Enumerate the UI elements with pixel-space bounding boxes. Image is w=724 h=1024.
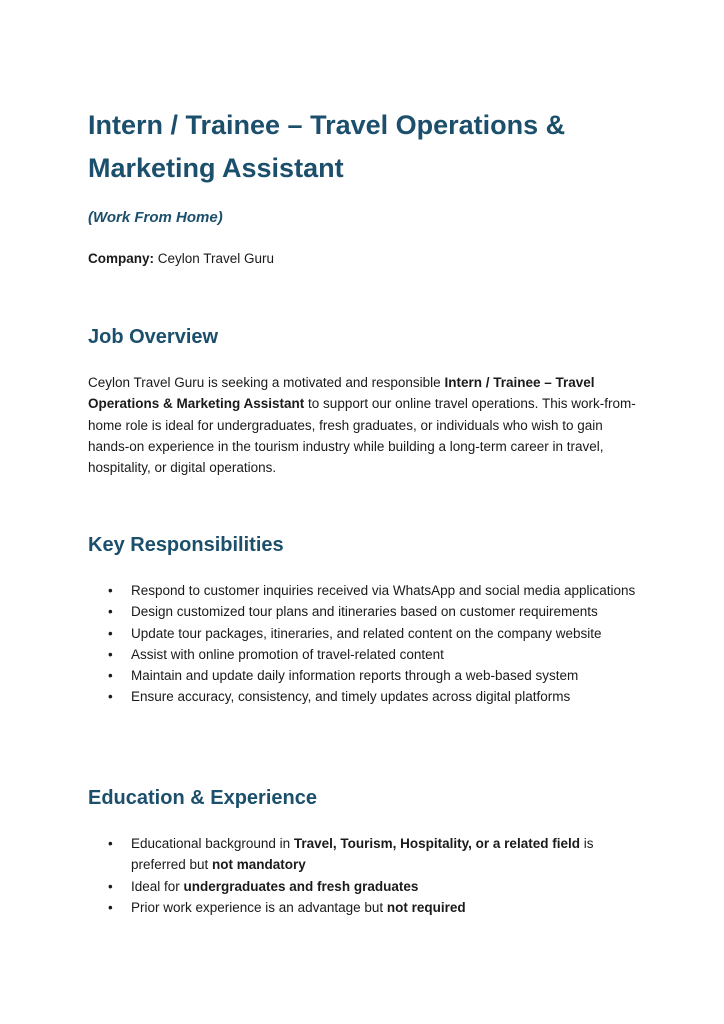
list-item: • Respond to customer inquiries received via WhatsApp and social media applications xyxy=(88,580,638,601)
edu-bold: Travel, Tourism, Hospitality, or a related field xyxy=(293,836,580,851)
responsibilities-list xyxy=(88,580,638,708)
overview-text-2: to support our online travel operations. This work-from-home role is ideal for undergraduates, fresh graduates, or individuals who wish to gain hands-on experience in the tourism industry while building a long-term career in travel, hospitality, or digital operations. xyxy=(88,396,636,476)
overview-paragraph xyxy=(88,372,636,478)
list-item: • Update tour packages, itineraries, and related content on the company website xyxy=(88,623,638,644)
edu-text: Prior work experience is an advantage but xyxy=(131,899,387,915)
overview-text-1: Ceylon Travel Guru is seeking a motivated and responsible xyxy=(88,375,445,390)
section-heading-responsibilities: Key Responsibilities xyxy=(88,534,284,556)
list-item: • Maintain and update daily information reports through a web-based system xyxy=(88,665,638,686)
list-item: • Design customized tour plans and itineraries based on customer requirements xyxy=(88,601,638,622)
list-item xyxy=(88,833,638,876)
edu-bold: undergraduates and fresh graduates xyxy=(183,878,419,894)
section-heading-education: Education & Experience xyxy=(88,787,317,809)
list-item: • Ensure accuracy, consistency, and timely updates across digital platforms xyxy=(88,686,638,707)
edu-bold: not required xyxy=(386,899,466,915)
edu-text: Ideal for xyxy=(131,878,184,894)
education-list xyxy=(88,833,638,918)
job-title: Intern / Trainee – Travel Operations & Marketing Assistant xyxy=(88,110,566,183)
list-item xyxy=(88,876,638,897)
edu-bold: not mandatory xyxy=(212,857,306,873)
overview-role-name: Intern / Trainee – Travel Operations & Marketing Assistant xyxy=(88,375,595,412)
list-item: • Assist with online promotion of travel-related content xyxy=(88,644,638,665)
work-mode-subtitle: (Work From Home) xyxy=(88,209,223,226)
section-heading-overview: Job Overview xyxy=(88,326,219,348)
company-label: Company: xyxy=(88,251,155,266)
company-value: Ceylon Travel Guru xyxy=(154,251,275,266)
edu-text: Educational background in xyxy=(131,836,294,851)
list-item xyxy=(88,897,638,918)
edu-text: is preferred but xyxy=(131,836,594,873)
company-line xyxy=(88,251,274,266)
